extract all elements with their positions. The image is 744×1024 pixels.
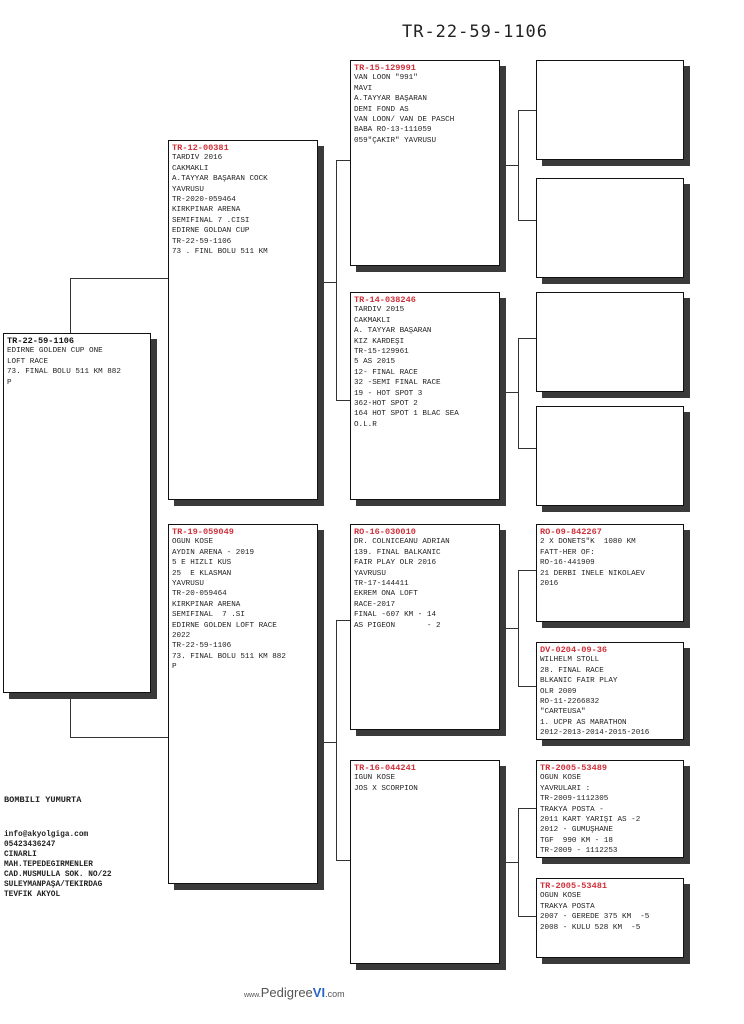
ggp7-line: 2012 - GUMUŞHANE [540, 826, 613, 835]
ggp7-line: TR-2009 - 1112253 [540, 847, 618, 856]
subject-line: 73. FINAL BOLU 511 KM 882 [7, 368, 121, 377]
dam-line: 73. FINAL BOLU 511 KM 882 [172, 652, 286, 661]
dam-line: EDIRNE GOLDEN LOFT RACE [172, 621, 277, 630]
ggp6-line: "CARTEUSA" [540, 708, 586, 717]
subject-line: LOFT RACE [7, 357, 49, 366]
gp2-line: 32 -SEMI FINAL RACE [354, 379, 441, 388]
great-grandparent-card [536, 878, 684, 958]
grandsire-maternal-card [350, 524, 500, 730]
gp3-ring-id: RO-16-030010 [354, 527, 416, 537]
granddam-maternal-card [350, 760, 500, 964]
gp2-line: CAKMAKLI [354, 316, 391, 325]
ggp8-line: 2007 - GEREDE 375 KM -5 [540, 913, 650, 922]
gp2-line: A. TAYYAR BAŞARAN [354, 327, 432, 336]
logo-brand-accent: VI [312, 985, 326, 1000]
gp1-line: VAN LOON "991" [354, 74, 418, 83]
gp1-line: VAN LOON/ VAN DE PASCH [354, 116, 455, 125]
dam-ring-id: TR-19-059049 [172, 527, 234, 537]
ggp8-line: OGUN KOSE [540, 892, 582, 901]
ggp7-line: 2011 KART YARIŞI AS -2 [540, 816, 641, 825]
gp2-ring-id: TR-14-038246 [354, 295, 416, 305]
ggp7-line: TRAKYA POSTA - [540, 805, 604, 814]
pedigree-title: TR-22-59-1106 [401, 22, 549, 42]
great-grandparent-card [536, 524, 684, 622]
sire-line: TARDIV 2016 [172, 154, 223, 163]
sire-line: KIRKPINAR ARENA [172, 206, 241, 215]
owner-address-line: CAD.MUSMULLA SOK. NO/22 [4, 871, 112, 879]
ggp7-ring-id: TR-2005-53489 [540, 763, 608, 773]
gp3-line: FAIR PLAY OLR 2016 [354, 559, 437, 568]
gp2-line: 164 HOT SPOT 1 BLAC SEA [354, 410, 459, 419]
gp4-line: JOS X SCORPION [354, 784, 418, 793]
ggp5-line: FATT-HER OF: [540, 548, 595, 557]
great-grandparent-card-empty [536, 292, 684, 392]
grandsire-paternal-card [350, 60, 500, 266]
owner-address-line: SULEYMANPAŞA/TEKIRDAG [4, 881, 103, 889]
sire-ring-id: TR-12-00381 [172, 143, 229, 153]
sire-line: YAVRUSU [172, 185, 204, 194]
ggp5-ring-id: RO-09-842267 [540, 527, 602, 537]
dam-line: P [172, 663, 177, 672]
gp3-line: 139. FINAL BALKANIC [354, 548, 441, 557]
owner-address-line: CINARLI [4, 851, 37, 859]
ggp6-line: OLR 2009 [540, 687, 577, 696]
ggp7-line: TR-2009-1112305 [540, 795, 609, 804]
gp4-ring-id: TR-16-044241 [354, 763, 416, 773]
gp3-line: EKREM ONA LOFT [354, 590, 418, 599]
ggp8-line: TRAKYA POSTA [540, 902, 595, 911]
gp2-line: TARDIV 2015 [354, 306, 405, 315]
dam-line: TR-22-59-1106 [172, 642, 232, 651]
ggp7-line: OGUN KOSE [540, 774, 582, 783]
gp3-line: DR. COLNICEANU ADRIAN [354, 538, 450, 547]
logo-prefix: www. [244, 992, 261, 999]
sire-card [168, 140, 318, 500]
pedigree-logo [244, 985, 345, 1000]
ggp7-line: YAVRULARI : [540, 784, 591, 793]
ggp5-line: 21 DERBI INELE NIKOLAEV [540, 569, 645, 578]
gp3-line: TR-17-144411 [354, 580, 409, 589]
gp2-line: 19 - HOT SPOT 3 [354, 389, 423, 398]
owner-email: info@akyolgiga.com [4, 831, 89, 839]
ggp6-ring-id: DV-0204-09-36 [540, 645, 608, 655]
granddam-paternal-card [350, 292, 500, 500]
gp1-line: DEMI FOND AS [354, 105, 409, 114]
ggp8-ring-id: TR-2005-53481 [540, 881, 608, 891]
gp1-line: MAVI [354, 84, 373, 93]
subject-ring-id: TR-22-59-1106 [7, 336, 75, 346]
dam-line: 2022 [172, 632, 191, 641]
gp2-line: 12- FINAL RACE [354, 368, 418, 377]
gp3-line: AS PIGEON - 2 [354, 621, 441, 630]
great-grandparent-card-empty [536, 178, 684, 278]
sire-line: A.TAYYAR BAŞARAN COCK [172, 175, 268, 184]
ggp6-line: 2012-2013-2014-2015-2016 [540, 729, 650, 738]
gp2-line: TR-15-129961 [354, 348, 409, 357]
great-grandparent-card [536, 642, 684, 740]
gp1-line: A.TAYYAR BAŞARAN [354, 95, 427, 104]
ggp7-line: TGF 990 KM - 18 [540, 836, 613, 845]
dam-line: 25 E KLASMAN [172, 569, 232, 578]
sire-line: TR-22-59-1106 [172, 237, 232, 246]
subject-card [3, 333, 151, 693]
ggp6-line: 28. FINAL RACE [540, 666, 604, 675]
ggp8-line: 2008 - KULU 528 KM -5 [540, 923, 641, 932]
owner-title: BOMBILI YUMURTA [4, 795, 82, 805]
owner-address-line: MAH.TEPEDEGIRMENLER [4, 861, 93, 869]
gp3-line: FINAL -607 KM - 14 [354, 611, 437, 620]
gp1-line: BABA RO-13-111059 [354, 126, 432, 135]
ggp6-line: WILHELM STOLL [540, 656, 600, 665]
great-grandparent-card-empty [536, 60, 684, 160]
dam-line: OGUN KOSE [172, 538, 214, 547]
ggp5-line: 2016 [540, 580, 559, 589]
gp2-line: KIZ KARDEŞI [354, 337, 405, 346]
great-grandparent-card-empty [536, 406, 684, 506]
sire-line: TR-2020-059464 [172, 196, 236, 205]
dam-card [168, 524, 318, 884]
gp3-line: YAVRUSU [354, 569, 386, 578]
sire-line: EDIRNE GOLDAN CUP [172, 227, 250, 236]
ggp5-line: 2 X DONETS"K 1080 KM [540, 538, 636, 547]
gp2-line: 362-HOT SPOT 2 [354, 400, 418, 409]
gp2-line: 5 AS 2015 [354, 358, 396, 367]
logo-suffix: .com [325, 989, 345, 999]
gp4-line: IGUN KOSE [354, 774, 396, 783]
dam-line: AYDIN ARENA - 2019 [172, 548, 255, 557]
dam-line: 5 E HIZLI KUS [172, 559, 232, 568]
dam-line: YAVRUSU [172, 580, 204, 589]
subject-line: EDIRNE GOLDEN CUP ONE [7, 347, 103, 356]
owner-phone: 05423436247 [4, 841, 56, 849]
dam-line: TR-20-059464 [172, 590, 227, 599]
owner-name: TEVFIK AKYOL [4, 891, 61, 899]
sire-line: CAKMAKLI [172, 164, 209, 173]
gp3-line: RACE-2017 [354, 600, 396, 609]
gp1-line: 059"ÇAKIR" YAVRUSU [354, 136, 437, 145]
dam-line: KIRKPINAR ARENA [172, 600, 241, 609]
gp2-line: O.L.R [354, 420, 377, 429]
ggp6-line: 1. UCPR AS MARATHON [540, 718, 627, 727]
sire-line: SEMIFINAL 7 .CISI [172, 216, 250, 225]
ggp5-line: RO-16-441909 [540, 559, 595, 568]
sire-line: 73 . FINL BOLU 511 KM [172, 248, 268, 257]
gp1-ring-id: TR-15-129991 [354, 63, 416, 73]
great-grandparent-card [536, 760, 684, 858]
ggp6-line: RO-11-2266832 [540, 698, 600, 707]
logo-brand: Pedigree [260, 985, 313, 1000]
dam-line: SEMIFINAL 7 .SI [172, 611, 245, 620]
subject-line: P [7, 378, 12, 387]
ggp6-line: BLKANIC FAIR PLAY [540, 677, 618, 686]
